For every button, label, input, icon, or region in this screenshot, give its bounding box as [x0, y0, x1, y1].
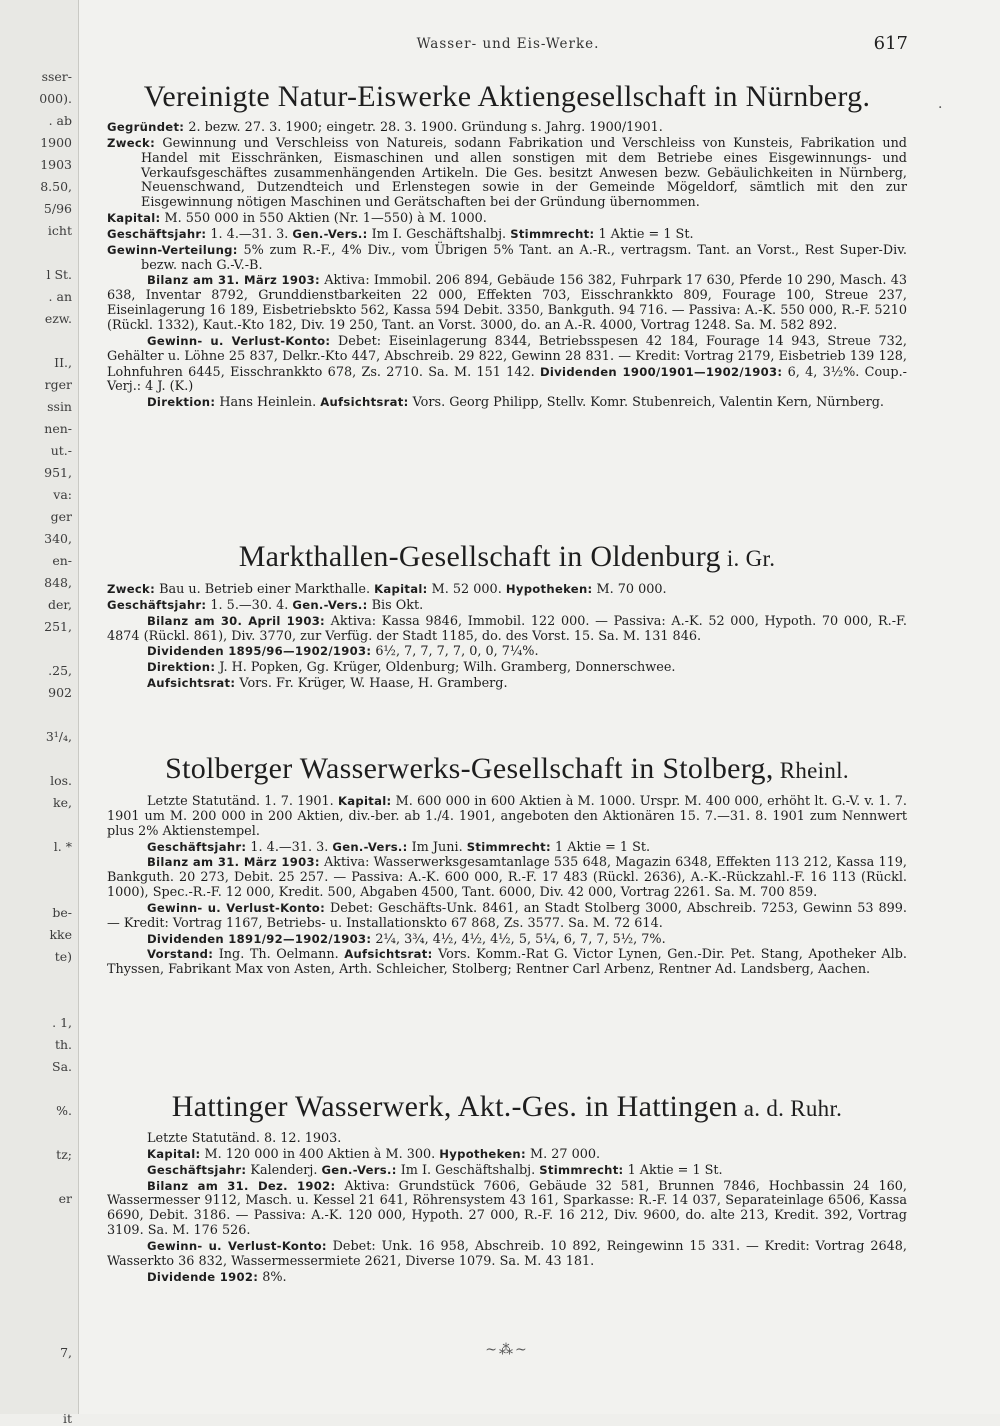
gutter-fragment: 251,	[44, 619, 72, 634]
entry-paragraph	[107, 1179, 907, 1239]
field-label: Kapital:	[337, 794, 392, 808]
gutter-fragment: kke	[49, 927, 72, 942]
field-label: Dividenden 1900/1901—1902/1903:	[539, 364, 783, 379]
entry-paragraph	[107, 1270, 907, 1286]
field-value: Im I. Geschäftshalbj.	[396, 1162, 540, 1178]
gutter-fragment: .25,	[48, 663, 72, 678]
company-name: Vereinigte Natur-Eiswerke Aktiengesellschaft in Nürnberg.	[143, 80, 871, 113]
field-label: Gen.-Vers.:	[321, 1162, 397, 1177]
field-value: Gewinnung und Verschleiss von Natureis, sodann Fabrikation und Verschleiss von Kunsteis, Fabrikation und Handel mit Eisschränken, Eismaschinen und allen sonstigen mit dem Betriebe eines Eisgewinnungs- und Verkaufsgeschäftes zusammenhängenden Artikeln. Die Ges. besitzt Anwesen bezw. Gebäulichkeiten in Nürnberg, Neuenschwand, Dutzendteich und Erlenstegen sowie in der Gemeinde Mögeldorf, sämtlich mit den zur Eisgewinnung nötigen Maschinen und Gerätschaften bei der Gründung übernommen.	[141, 135, 907, 211]
entry-paragraph	[107, 1163, 907, 1179]
page-number: 617	[873, 33, 908, 54]
field-value: Im I. Geschäftshalbj.	[367, 226, 511, 242]
field-value: M. 52 000.	[427, 582, 506, 597]
field-value: Vors. Komm.-Rat G. Victor Lynen, Gen.-Dir. Pet. Stang, Apotheker Alb. Thyssen, Fabrikant Max von Asten, Arth. Schleicher, Stolberg; Rentner Carl Arbenz, Rentner Ad. Landsberg, Aachen.	[107, 947, 907, 978]
gutter-fragment: II.,	[54, 355, 72, 370]
adjacent-page-gutter	[0, 0, 79, 1426]
field-label: Kapital:	[374, 582, 428, 596]
field-label: Aufsichtsrat:	[344, 947, 433, 962]
entry-paragraph	[107, 598, 907, 614]
gutter-fragment: 5/96	[43, 201, 72, 216]
field-value: Letzte Statutänd. 1. 7. 1901.	[147, 794, 338, 809]
entry-paragraph	[107, 932, 907, 948]
field-label: Bilanz am 31. März 1903:	[147, 273, 320, 288]
field-value: Aktiva: Wasserwerksgesamtanlage 535 648, Magazin 6348, Effekten 113 212, Kassa 119, Bankguth. 20 273, Debit. 25 257. — Passiva: A.-K. 600 000, R.-F. 17 483 (Rückl. 2636), A.-K.-Rückzahl.-F. 16 113 (Rückl. 1000), Spec.-R.-F. 12 000, Kredit. 500, Abgaben 4500, Tant. 6000, Div. 42 000, Vortrag 2261. Sa. M. 700 859.	[107, 855, 907, 901]
field-value: Letzte Statutänd. 8. 12. 1903.	[147, 1131, 342, 1146]
field-value: 6½, 7, 7, 7, 7, 0, 0, 7¼%.	[371, 644, 539, 660]
gutter-fragment: va:	[53, 487, 72, 502]
field-label: Hypotheken:	[505, 582, 593, 596]
company-location-suffix: Rheinl.	[773, 758, 849, 783]
gutter-fragment: . an	[48, 289, 72, 304]
field-value: Debet: Unk. 16 958, Abschreib. 10 892, Reingewinn 15 331. — Kredit: Vortrag 2648, Wasserkto 36 832, Wassermessermiete 2621, Diverse 1079. Sa. M. 43 181.	[107, 1238, 907, 1269]
company-entry	[107, 1090, 907, 1285]
gutter-fragment: ger	[50, 509, 72, 524]
field-value: 1 Aktie = 1 St.	[594, 226, 694, 242]
entry-paragraph	[107, 273, 907, 333]
field-label: Gewinn- u. Verlust-Konto:	[147, 333, 331, 348]
gutter-fragment: 340,	[44, 531, 72, 546]
field-label: Gen.-Vers.:	[292, 226, 368, 241]
entry-paragraph	[107, 1239, 907, 1270]
gutter-fragment: l St.	[46, 267, 72, 282]
field-label: Gewinn-Verteilung:	[107, 242, 238, 257]
company-location-suffix: a. d. Ruhr.	[737, 1096, 843, 1121]
company-name: Markthallen-Gesellschaft in Oldenburg	[238, 540, 721, 573]
entry-paragraph	[107, 901, 907, 932]
running-title: Wasser- und Eis-Werke.	[416, 36, 600, 52]
entry-paragraph	[107, 334, 907, 395]
page-header	[108, 33, 908, 58]
gutter-fragment: rger	[44, 377, 72, 392]
field-label: Dividenden 1891/92—1902/1903:	[147, 931, 372, 946]
field-label: Bilanz am 30. April 1903:	[147, 613, 325, 628]
field-label: Gewinn- u. Verlust-Konto:	[147, 900, 326, 915]
field-value: M. 120 000 in 400 Aktien à M. 300.	[200, 1146, 440, 1162]
field-label: Vorstand:	[147, 947, 214, 962]
entry-paragraph	[107, 660, 907, 676]
gutter-fragment: er	[58, 1191, 72, 1206]
field-value: 1. 5.—30. 4.	[206, 597, 293, 613]
field-value: M. 70 000.	[592, 582, 667, 597]
gutter-fragment: ke,	[53, 795, 72, 810]
field-label: Aufsichtsrat:	[147, 676, 236, 691]
field-label: Kapital:	[147, 1146, 201, 1161]
company-entry	[107, 752, 907, 978]
gutter-fragment: 8.50,	[40, 179, 72, 194]
company-entry	[107, 80, 907, 411]
gutter-fragment: 1900	[40, 135, 72, 150]
field-label: Geschäftsjahr:	[107, 226, 207, 241]
entry-paragraph	[107, 840, 907, 856]
field-label: Stimmrecht:	[466, 839, 551, 854]
company-name: Stolberger Wasserwerks-Gesellschaft in Stolberg,	[165, 752, 774, 785]
gutter-fragment: 1903	[40, 157, 72, 172]
field-label: Direktion:	[147, 395, 216, 410]
gutter-fragment: ut.-	[50, 443, 72, 458]
field-value: Bau u. Betrieb einer Markthalle.	[155, 582, 375, 597]
field-value: Kalenderj.	[246, 1162, 322, 1178]
gutter-fragment: . ab	[48, 113, 72, 128]
gutter-fragment: 951,	[44, 465, 72, 480]
gutter-fragment: . 1,	[52, 1015, 72, 1030]
company-name: Hattinger Wasserwerk, Akt.-Ges. in Hattingen	[171, 1090, 738, 1123]
field-value: Debet: Geschäfts-Unk. 8461, an Stadt Stolberg 3000, Abschreib. 7253, Gewinn 53 899. — Kredit: Vortrag 1167, Betriebs- u. Installationskto 67 868, Zs. 3577. Sa. M. 72 614.	[107, 900, 907, 931]
entry-paragraph	[107, 614, 907, 645]
entry-paragraph	[107, 120, 907, 136]
gutter-fragment: ezw.	[44, 311, 72, 326]
gutter-fragment: nen-	[44, 421, 72, 436]
gutter-fragment: 902	[48, 685, 72, 700]
field-value: 1 Aktie = 1 St.	[623, 1162, 723, 1178]
field-value: Aktiva: Immobil. 206 894, Gebäude 156 382, Fuhrpark 17 630, Pferde 10 290, Masch. 43 638, Inventar 8792, Grunddienstbarkeiten 22 000, Effekten 703, Eisschrankkto 809, Fourage 100, Streue 237, Eiseinlagerung 16 189, Eisbetriebskto 562, Kassa 594 Debit. 3350, Bankguth. 94 716. — Passiva: A.-K. 550 000, R.-F. 5210 (Rückl. 1332), Kaut.-Kto 182, Div. 19 250, Tant. an Vorst. 3000, do. an A.-R. 4000, Vortrag 1248. Sa. M. 582 892.	[107, 273, 907, 333]
field-value: Hans Heinlein.	[215, 395, 321, 411]
gutter-fragment: icht	[47, 223, 72, 238]
gutter-fragment: 848,	[44, 575, 72, 590]
field-value: M. 600 000 in 600 Aktien à M. 1000. Urspr. M. 400 000, erhöht lt. G.-V. v. 1. 7. 1901 um M. 200 000 in 200 Aktien, div.-ber. ab 1./4. 1901, angeboten den Aktionären 15. 7.—31. 8. 1901 zum Nennwert plus 2% Aktienstempel.	[107, 794, 907, 839]
gutter-fragment: Sa.	[52, 1059, 72, 1074]
field-label: Geschäftsjahr:	[107, 597, 207, 612]
company-title	[107, 540, 907, 576]
gutter-fragment: der,	[48, 597, 72, 612]
gutter-fragment: en-	[52, 553, 72, 568]
field-label: Geschäftsjahr:	[147, 1162, 247, 1177]
field-value: Aktiva: Grundstück 7606, Gebäude 32 581, Brunnen 7846, Hochbassin 24 160, Wassermesser 9112, Masch. u. Kessel 21 641, Röhrensystem 43 161, Sparkasse: R.-F. 14 037, Separateinlage 6506, Kassa 6690, Debit. 3186. — Passiva: A.-K. 120 000, Hypoth. 27 000, R.-F. 16 212, Div. 9600, do. alte 213, Kredit. 392, Vortrag 3109. Sa. M. 176 526.	[107, 1178, 907, 1239]
field-value: M. 27 000.	[525, 1146, 601, 1162]
company-entry	[107, 540, 907, 692]
company-location-suffix: i. Gr.	[720, 546, 776, 571]
field-label: Direktion:	[147, 660, 216, 675]
gutter-fragment: l. *	[53, 839, 72, 854]
field-value: 1. 4.—31. 3.	[206, 226, 293, 242]
entry-paragraph	[107, 947, 907, 978]
gutter-fragment: los.	[50, 773, 72, 788]
field-label: Stimmrecht:	[510, 226, 595, 241]
entry-paragraph	[107, 644, 907, 660]
field-value: Debet: Eiseinlagerung 8344, Betriebsspesen 42 184, Fourage 14 943, Streue 732, Gehälter u. Löhne 25 837, Delkr.-Kto 447, Abschreib. 29 822, Gewinn 28 831. — Kredit: Vortrag 2179, Eisbetrieb 139 128, Lohnfuhren 6445, Eisschrankkto 678, Zs. 2710. Sa. M. 151 142.	[107, 333, 907, 380]
field-value: Bis Okt.	[367, 597, 424, 613]
field-label: Geschäftsjahr:	[147, 839, 247, 854]
field-value: 2¼, 3¾, 4½, 4½, 4½, 5, 5¼, 6, 7, 7, 5½, 7%.	[371, 931, 666, 947]
entry-paragraph	[107, 136, 907, 211]
entry-paragraph	[107, 676, 907, 692]
field-value: Vors. Fr. Krüger, W. Haase, H. Gramberg.	[235, 676, 508, 692]
field-label: Bilanz am 31. März 1903:	[147, 855, 320, 870]
gutter-fragment: ssin	[47, 399, 72, 414]
field-label: Zweck:	[107, 135, 155, 150]
gutter-fragment: sser-	[41, 69, 72, 84]
entry-paragraph	[107, 1132, 907, 1147]
field-label: Gewinn- u. Verlust-Konto:	[147, 1238, 327, 1253]
field-label: Zweck:	[107, 582, 155, 596]
entry-paragraph	[107, 211, 907, 227]
field-label: Hypotheken:	[439, 1146, 526, 1161]
company-title	[107, 752, 907, 788]
entry-paragraph	[107, 395, 907, 411]
field-value: Aktiva: Kassa 9846, Immobil. 122 000. — Passiva: A.-K. 52 000, Hypoth. 70 000, R.-F. 4874 (Rückl. 861), Div. 3770, zur Verfüg. der Stadt 1185, do. des Vorst. 15. Sa. M. 131 846.	[107, 613, 907, 644]
field-value: 2. bezw. 27. 3. 1900; eingetr. 28. 3. 1900. Gründung s. Jahrg. 1900/1901.	[184, 120, 663, 135]
end-ornament: ~⁂~	[485, 1342, 529, 1358]
company-title	[107, 1090, 907, 1126]
field-value: M. 550 000 in 550 Aktien (Nr. 1—550) à M. 1000.	[160, 211, 487, 227]
field-label: Gegründet:	[107, 120, 185, 134]
entry-paragraph	[107, 855, 907, 901]
field-label: Kapital:	[107, 211, 161, 226]
field-label: Dividenden 1895/96—1902/1903:	[147, 644, 372, 659]
margin-dot: ·	[938, 100, 943, 116]
gutter-fragment: 000).	[39, 91, 72, 106]
gutter-fragment: 3¹/₄,	[45, 729, 72, 744]
field-value: 1 Aktie = 1 St.	[550, 839, 651, 855]
entry-paragraph	[107, 794, 907, 840]
gutter-fragment: te)	[54, 949, 72, 964]
field-value: Ing. Th. Oelmann.	[213, 947, 345, 963]
field-value: 5% zum R.-F., 4% Div., vom Übrigen 5% Tant. an A.-R., vertragsm. Tant. an Vorst., Rest Super-Div. bezw. nach G.-V.-B.	[141, 242, 907, 273]
entry-paragraph	[107, 227, 907, 243]
gutter-fragment: 7,	[60, 1345, 72, 1360]
field-label: Bilanz am 31. Dez. 1902:	[147, 1178, 336, 1193]
gutter-fragment: tz;	[56, 1147, 72, 1162]
gutter-fragment: be-	[52, 905, 72, 920]
field-value: 6, 4, 3½%. Coup.-Verj.: 4 J. (K.)	[107, 364, 907, 395]
field-value: J. H. Popken, Gg. Krüger, Oldenburg; Wilh. Gramberg, Donnerschwee.	[215, 660, 676, 676]
gutter-fragment: it	[62, 1411, 72, 1426]
field-value: 8%.	[258, 1269, 287, 1285]
field-label: Aufsichtsrat:	[320, 395, 409, 410]
field-value: Im Juni.	[407, 839, 467, 855]
field-value: 1. 4.—31. 3.	[246, 839, 333, 855]
field-label: Dividende 1902:	[147, 1269, 259, 1284]
entry-paragraph	[107, 582, 907, 598]
entry-paragraph	[107, 1147, 907, 1163]
field-label: Gen.-Vers.:	[332, 839, 408, 854]
entry-paragraph	[107, 243, 907, 274]
company-title	[107, 80, 907, 114]
gutter-fragment: th.	[54, 1037, 72, 1052]
field-label: Stimmrecht:	[539, 1162, 624, 1177]
gutter-fragment: %.	[56, 1103, 72, 1118]
field-value: Vors. Georg Philipp, Stellv. Komr. Stubenreich, Valentin Kern, Nürnberg.	[408, 395, 885, 411]
field-label: Gen.-Vers.:	[292, 597, 368, 612]
